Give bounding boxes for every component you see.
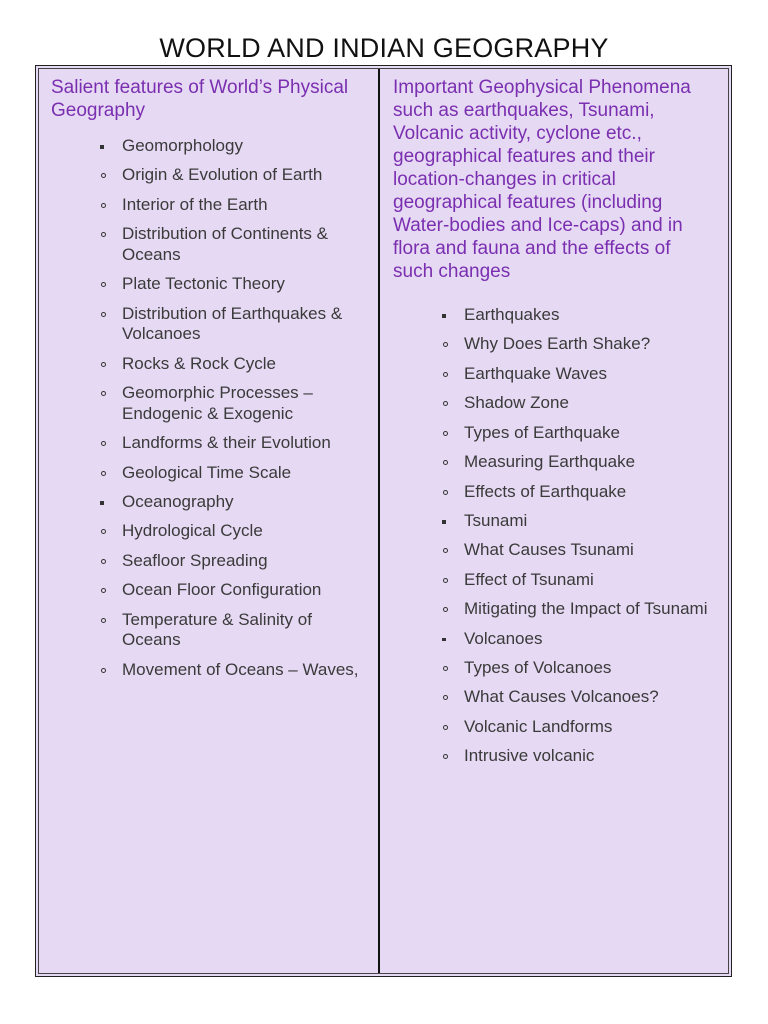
list-item: Interior of the Earth (122, 195, 361, 216)
topic-earthquakes (393, 305, 713, 502)
right-column (393, 76, 713, 776)
list-item: Effects of Earthquake (464, 482, 713, 503)
list-item: Why Does Earth Shake? (464, 334, 713, 355)
list-item: Plate Tectonic Theory (122, 274, 361, 295)
list-item: Hydrological Cycle (122, 521, 361, 542)
list-item: Movement of Oceans – Waves, (122, 660, 361, 681)
list-item: Landforms & their Evolution (122, 433, 361, 454)
subitem-list (393, 540, 713, 620)
list-item: Seafloor Spreading (122, 551, 361, 572)
topic-tsunami (393, 511, 713, 620)
subitem-list (51, 521, 361, 680)
list-item: Earthquake Waves (464, 364, 713, 385)
list-item: Geomorphic Processes – Endogenic & Exogenic (122, 383, 361, 424)
topic-label: Volcanoes (464, 629, 713, 649)
right-column-heading: Important Geophysical Phenomena such as earthquakes, Tsunami, Volcanic activity, cyclone etc., geographical features and their location-changes in critical geographical features (including Water-bodies and Ice-caps) and in flora and fauna and the effects of such changes (393, 77, 691, 282)
list-item: Types of Earthquake (464, 423, 713, 444)
topic-label: Geomorphology (122, 136, 361, 156)
list-item: Types of Volcanoes (464, 658, 713, 679)
list-item: What Causes Tsunami (464, 540, 713, 561)
topic-volcanoes (393, 629, 713, 767)
list-item: Geological Time Scale (122, 463, 361, 484)
list-item: Effect of Tsunami (464, 570, 713, 591)
topic-label: Tsunami (464, 511, 713, 531)
left-column-heading: Salient features of World’s Physical Geography (51, 77, 349, 121)
topic-label: Earthquakes (464, 305, 713, 325)
left-column (51, 76, 361, 689)
list-item: Rocks & Rock Cycle (122, 354, 361, 375)
topic-oceanography (51, 492, 361, 680)
list-item: Distribution of Continents & Oceans (122, 224, 361, 265)
list-item: Shadow Zone (464, 393, 713, 414)
subitem-list (51, 165, 361, 483)
topic-label: Oceanography (122, 492, 361, 512)
list-item: Volcanic Landforms (464, 717, 713, 738)
column-divider (378, 68, 380, 974)
subitem-list (393, 334, 713, 502)
list-item: Measuring Earthquake (464, 452, 713, 473)
list-item: Mitigating the Impact of Tsunami (464, 599, 713, 620)
list-item: Ocean Floor Configuration (122, 580, 361, 601)
list-item: Intrusive volcanic (464, 746, 713, 767)
list-item: Origin & Evolution of Earth (122, 165, 361, 186)
topic-geomorphology (51, 136, 361, 483)
list-item: Temperature & Salinity of Oceans (122, 610, 361, 651)
syllabus-table (35, 65, 732, 977)
page-title: WORLD AND INDIAN GEOGRAPHY (159, 33, 609, 63)
list-item: What Causes Volcanoes? (464, 687, 713, 708)
list-item: Distribution of Earthquakes & Volcanoes (122, 304, 361, 345)
subitem-list (393, 658, 713, 767)
